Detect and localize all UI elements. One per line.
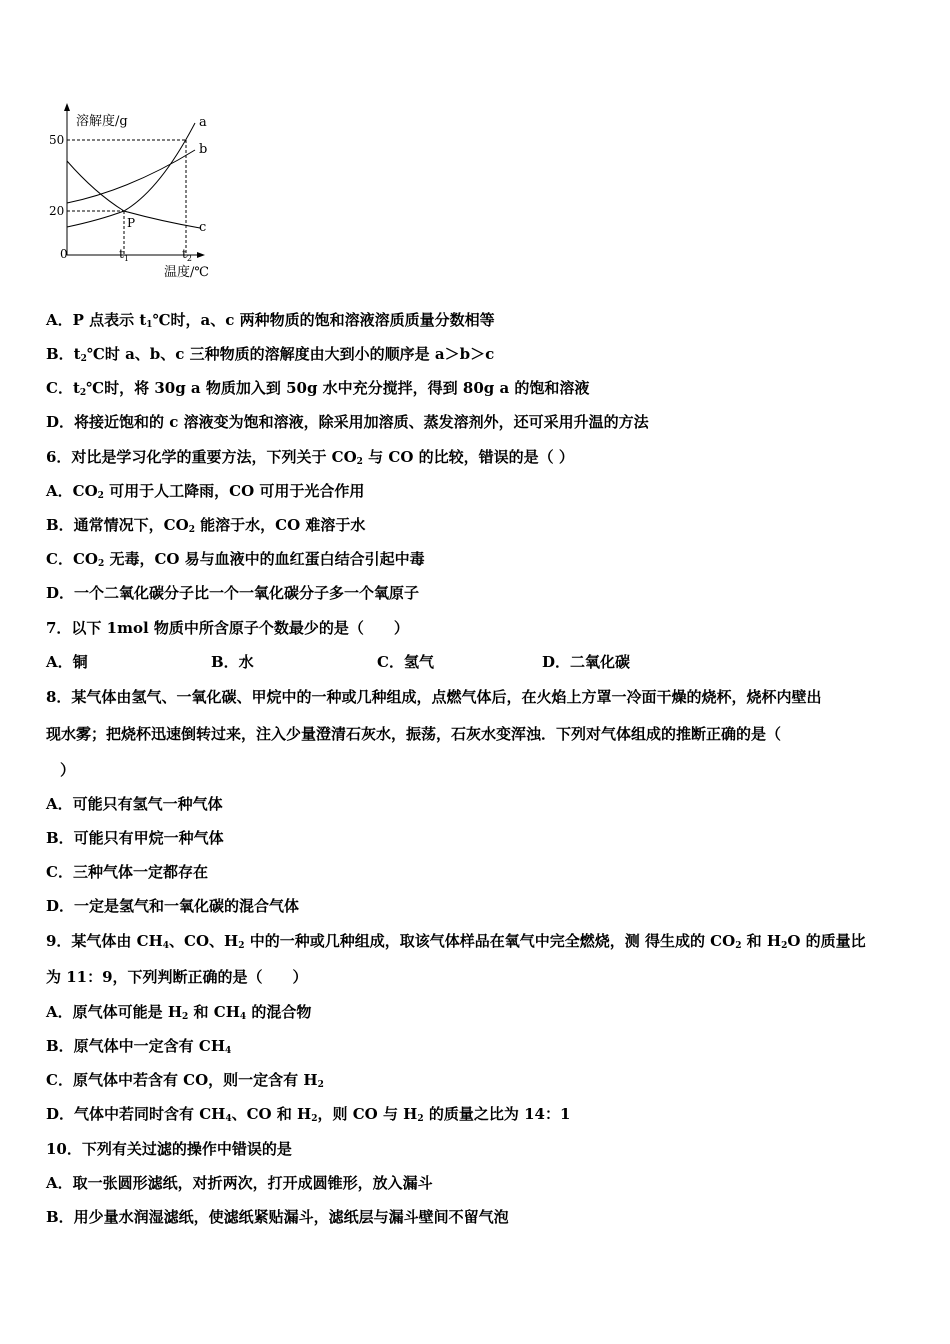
- q10-option-a: A．取一张圆形滤纸，对折两次，打开成圆锥形，放入漏斗: [46, 1174, 433, 1192]
- x-axis-arrow: [197, 252, 205, 258]
- q9-stem-line1: 9．某气体由 $CH_4$、CO、$H_2$ 中的一种或几种组成，取该气体样品在氧气中完全燃烧，测 得生成的 $CO_2$ 和 $H_2O$ 的质量比: [46, 932, 866, 951]
- q9-option-a: A．原气体可能是 $H_2$ 和 $CH_4$ 的混合物: [46, 1003, 312, 1022]
- q9-option-b: B．原气体中一定含有 $CH_4$: [46, 1037, 232, 1056]
- q7-stem: 7．以下 1mol 物质中所含原子个数最少的是（ ）: [46, 619, 409, 637]
- q8-option-a: A．可能只有氢气一种气体: [46, 795, 223, 813]
- tick-origin: 0: [60, 247, 68, 261]
- q7-option-d: D．二氧化碳: [542, 653, 631, 671]
- q9-stem-line2: 为 11：9，下列判断正确的是（ ）: [46, 968, 308, 986]
- q8-option-d: D．一定是氢气和一氧化碳的混合气体: [46, 897, 300, 915]
- y-axis-label: 溶解度/g: [76, 114, 128, 129]
- q9-option-d: D．气体中若同时含有 $CH_4$、CO 和 $H_2$，则 CO 与 $H_2$ 的质量之比为 14：1: [46, 1105, 571, 1124]
- q6-option-c: C．$CO_2$ 无毒，CO 易与血液中的血红蛋白结合引起中毒: [46, 550, 425, 569]
- q6-option-b: B．通常情况下，$CO_2$ 能溶于水，CO 难溶于水: [46, 516, 366, 535]
- q10-stem: 10．下列有关过滤的操作中错误的是: [46, 1140, 292, 1158]
- y-axis-arrow: [64, 103, 70, 111]
- curve-a-label: a: [199, 115, 207, 130]
- tick-t2: $t_2$: [182, 247, 192, 263]
- tick-t1: $t_1$: [119, 247, 129, 263]
- curve-c-label: c: [199, 220, 207, 235]
- curve-a: [67, 123, 195, 227]
- q5-option-c: C．$t_2℃$时，将 30g a 物质加入到 50g 水中充分搅拌，得到 80g a 的饱和溶液: [46, 379, 590, 398]
- q5-option-b: B．$t_2℃$时 a、b、c 三种物质的溶解度由大到小的顺序是 a＞b＞c: [46, 345, 495, 364]
- q6-stem: 6．对比是学习化学的重要方法，下列关于 $CO_2$ 与 CO 的比较，错误的是（ ）: [46, 448, 574, 467]
- q9-option-c: C．原气体中若含有 CO，则一定含有 $H_2$: [46, 1071, 324, 1090]
- curve-b: [67, 150, 195, 203]
- solubility-graph: [40, 95, 220, 285]
- q8-option-b: B．可能只有甲烷一种气体: [46, 829, 224, 847]
- q6-option-d: D．一个二氧化碳分子比一个一氧化碳分子多一个氧原子: [46, 584, 420, 602]
- q8-stem-line3: ）: [60, 761, 76, 779]
- q7-option-a: A．铜: [46, 653, 88, 671]
- q8-stem-line1: 8．某气体由氢气、一氧化碳、甲烷中的一种或几种组成，点燃气体后，在火焰上方罩一冷面干燥的烧杯，烧杯内壁出: [46, 688, 822, 706]
- q7-option-b: B．水: [211, 653, 254, 671]
- q5-option-d: D．将接近饱和的 c 溶液变为饱和溶液，除采用加溶质、蒸发溶剂外，还可采用升温的方法: [46, 413, 649, 431]
- q5-option-a: A．P 点表示 $t_1℃$时，a、c 两种物质的饱和溶液溶质质量分数相等: [46, 311, 495, 330]
- tick-20: 20: [49, 204, 65, 218]
- point-p-label: P: [127, 216, 136, 230]
- q6-option-a: A．$CO_2$ 可用于人工降雨，CO 可用于光合作用: [46, 482, 365, 501]
- q8-option-c: C．三种气体一定都存在: [46, 863, 208, 881]
- tick-50: 50: [49, 133, 65, 147]
- q8-stem-line2: 现水雾；把烧杯迅速倒转过来，注入少量澄清石灰水，振荡，石灰水变浑浊．下列对气体组成的推断正确的是（: [46, 725, 782, 743]
- q7-option-c: C．氢气: [377, 653, 434, 671]
- curve-b-label: b: [199, 142, 208, 157]
- x-axis-label: 温度/℃: [164, 265, 209, 280]
- q10-option-b: B．用少量水润湿滤纸，使滤纸紧贴漏斗，滤纸层与漏斗壁间不留气泡: [46, 1208, 509, 1226]
